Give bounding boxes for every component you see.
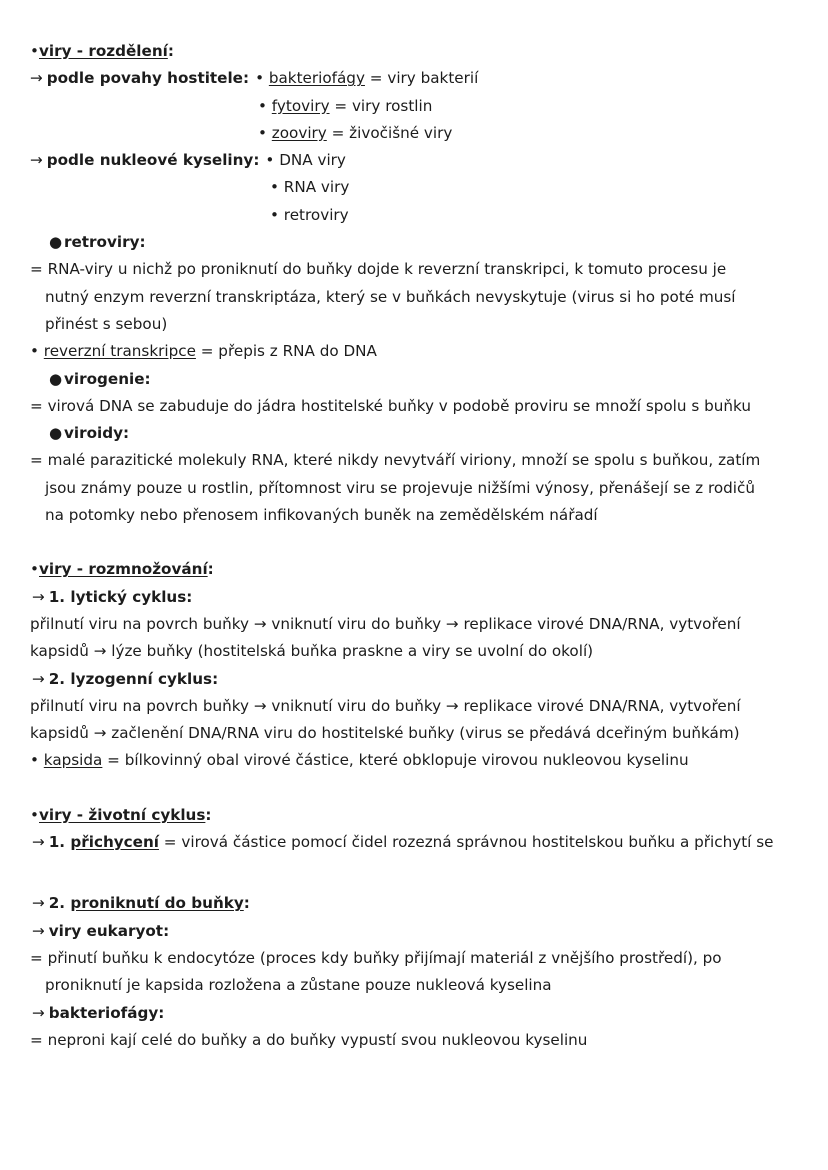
definition-line-2: nutný enzym reverzní transkriptáza, který se v buňkách nevyskytuje (virus si ho poté musí: [45, 287, 736, 306]
definition-viry-eukaryot: [30, 945, 798, 1000]
step-number: 1.: [48, 833, 66, 852]
term-rest: RNA viry: [283, 178, 350, 197]
heading-text: 1. lytický cyklus:: [48, 587, 193, 606]
list-item-zooviry: [30, 120, 798, 147]
term: zooviry: [271, 123, 327, 142]
round-bullet-icon: ●: [49, 233, 63, 252]
term: reverzní transkripce: [43, 342, 196, 361]
bullet-icon: •: [270, 205, 279, 224]
term-rest: = živočišné viry: [326, 123, 453, 142]
definition-line-1: virová DNA se zabuduje do jádra hostitelské buňky v podobě proviru se množí spolu s buňku: [47, 396, 751, 415]
list-item-rna-viry: [30, 174, 798, 201]
term-rest: = viry bakterií: [364, 69, 479, 88]
heading-virogenie: [30, 366, 798, 393]
equals-marker: =: [30, 451, 43, 470]
step-term: proniknutí do buňky: [70, 894, 244, 913]
arrow-right-icon: →: [32, 894, 45, 913]
heading-text: retroviry:: [64, 233, 146, 252]
equals-marker: =: [30, 260, 43, 279]
step-rest: = virová částice pomocí čidel rozezná správnou hostitelskou buňku a přichytí se: [158, 833, 774, 852]
heading-colon: :: [205, 805, 212, 824]
group-podle-povahy-hostitele: [30, 65, 798, 92]
arrow-right-icon: →: [30, 151, 43, 170]
heading-viry-zivotni-cyklus: [30, 802, 798, 829]
heading-text: viroidy:: [64, 424, 130, 443]
group-label: podle nukleové kyseliny:: [46, 151, 260, 170]
bullet-icon: •: [270, 178, 279, 197]
equals-marker: =: [30, 396, 43, 415]
section-spacer: [30, 529, 798, 556]
arrow-right-icon: →: [32, 1003, 45, 1022]
step-colon: :: [243, 894, 250, 913]
bullet-icon: •: [30, 342, 39, 361]
section-spacer: [30, 775, 798, 802]
heading-text: viry - životní cyklus: [39, 805, 206, 824]
paragraph-lyticky-cyklus-line-1: přilnutí viru na povrch buňky → vniknutí viru do buňky → replikace virové DNA/RNA, vytvoření: [30, 614, 741, 633]
paragraph-lyzogenni-cyklus-line-2: kapsidů → začlenění DNA/RNA viru do hostitelské buňky (virus se předává dceřiným buňkám): [30, 724, 740, 743]
definition-viroidy: [30, 447, 798, 529]
step-prichyceni: [30, 829, 798, 856]
step-number: 2.: [48, 894, 66, 913]
definition-line-3: přinést s sebou): [45, 314, 168, 333]
arrow-right-icon: →: [30, 69, 43, 88]
heading-viry-rozdeleni: [30, 38, 798, 65]
definition-virogenie: [30, 393, 798, 420]
group-first-item: [259, 147, 346, 174]
definition-retroviry: [30, 256, 798, 338]
round-bullet-icon: ●: [49, 424, 63, 443]
heading-colon: :: [167, 42, 174, 60]
definition-line-3: na potomky nebo přenosem infikovaných buněk na zemědělském nářadí: [45, 506, 598, 525]
bullet-icon: •: [30, 751, 39, 770]
step-term: přichycení: [70, 833, 159, 852]
term-rest: = přepis z RNA do DNA: [195, 342, 377, 361]
heading-text: bakteriofágy:: [48, 1003, 165, 1022]
bullet-icon: •: [258, 96, 267, 115]
heading-colon: :: [207, 560, 214, 579]
heading-lyzogenni-cyklus: [30, 666, 798, 693]
heading-viry-eukaryot: [30, 918, 798, 945]
term-rest: retroviry: [283, 205, 349, 224]
arrow-right-icon: →: [32, 921, 45, 940]
step-proniknuti-do-bunky: [30, 890, 798, 917]
heading-text: viry eukaryot:: [48, 921, 170, 940]
term-rest: = viry rostlin: [329, 96, 433, 115]
bullet-icon: •: [30, 560, 39, 579]
definition-line-2: proniknutí je kapsida rozložena a zůstane pouze nukleová kyselina: [45, 976, 552, 995]
definition-line-1: přinutí buňku k endocytóze (proces kdy buňky přijímají materiál z vnějšího prostředí), po: [47, 948, 722, 967]
list-item-kapsida: [30, 747, 798, 774]
definition-bakteriofagy: [30, 1027, 798, 1054]
bullet-icon: •: [265, 151, 275, 170]
heading-viry-rozmnozovani: [30, 556, 798, 583]
term-rest: DNA viry: [279, 151, 346, 170]
term-rest: = bílkovinný obal virové částice, které obklopuje virovou nukleovou kyselinu: [102, 751, 689, 770]
definition-line-1: neproni kají celé do buňky a do buňky vypustí svou nukleovou kyselinu: [47, 1030, 588, 1049]
paragraph-lyzogenni-cyklus-line-1: přilnutí viru na povrch buňky → vniknutí viru do buňky → replikace virové DNA/RNA, vytvoření: [30, 696, 741, 715]
heading-bakteriofagy: [30, 1000, 798, 1027]
bullet-icon: •: [258, 123, 267, 142]
definition-line-2: jsou známy pouze u rostlin, přítomnost viru se projevuje nižšími výnosy, přenášejí se z rodičů: [45, 478, 756, 497]
bullet-icon: •: [30, 805, 39, 824]
heading-retroviry: [30, 229, 798, 256]
heading-text: viry - rozdělení: [39, 42, 168, 60]
equals-marker: =: [30, 1030, 43, 1049]
heading-text: 2. lyzogenní cyklus:: [48, 669, 219, 688]
notes-body: [30, 38, 798, 1054]
list-item-fytoviry: [30, 93, 798, 120]
arrow-right-icon: →: [32, 669, 45, 688]
group-label: podle povahy hostitele:: [46, 69, 250, 88]
group-podle-nukleove-kyseliny: [30, 147, 798, 174]
group-first-item: [249, 65, 478, 92]
heading-text: virogenie:: [64, 369, 151, 388]
heading-viroidy: [30, 420, 798, 447]
definition-line-1: malé parazitické molekuly RNA, které nikdy nevytváří viriony, množí se spolu s buňkou, zatím: [47, 451, 761, 470]
list-item-retroviry: [30, 202, 798, 229]
arrow-right-icon: →: [32, 833, 45, 852]
bullet-icon: •: [255, 69, 265, 88]
paragraph-lyticky-cyklus-line-2: kapsidů → lýze buňky (hostitelská buňka praskne a viry se uvolní do okolí): [30, 642, 594, 661]
heading-lyticky-cyklus: [30, 584, 798, 611]
round-bullet-icon: ●: [49, 369, 63, 388]
heading-text: viry - rozmnožování: [39, 560, 208, 579]
bullet-icon: •: [30, 42, 39, 60]
definition-line-1: RNA-viry u nichž po proniknutí do buňky dojde k reverzní transkripci, k tomuto procesu je: [47, 260, 727, 279]
arrow-right-icon: →: [32, 587, 45, 606]
step-spacer: [30, 856, 798, 890]
term: bakteriofágy: [268, 69, 365, 88]
term: fytoviry: [271, 96, 330, 115]
list-item-reverzni-transkripce: [30, 338, 798, 365]
term: kapsida: [43, 751, 103, 770]
equals-marker: =: [30, 948, 43, 967]
